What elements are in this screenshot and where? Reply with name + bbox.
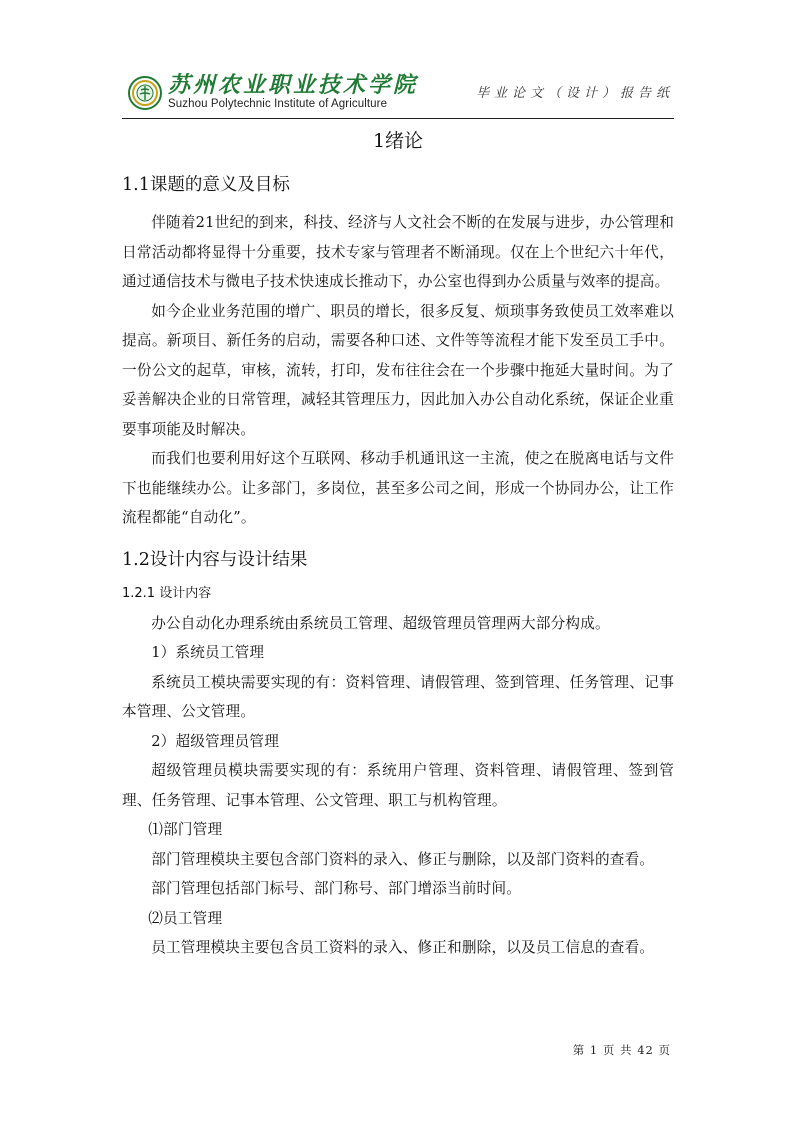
section-title: 课题的意义及目标 xyxy=(149,175,290,195)
paragraph: 伴随着21世纪的到来，科技、经济与人文社会不断的在发展与进步，办公管理和日常活动都将显得十分重要，技术专家与管理者不断涌现。仅在上个世纪六十年代，通过通信技术与微电子技术快速成长推动下，办公室也得到办公质量与效率的提高。 xyxy=(122,214,674,290)
section-heading xyxy=(122,172,674,198)
chapter-title: 1绪论 xyxy=(372,130,424,152)
list-heading: 2）超级管理员管理 xyxy=(151,732,280,750)
paragraph: 办公自动化办理系统由系统员工管理、超级管理员管理两大部分构成。 xyxy=(151,614,610,632)
list-heading: 1）系统员工管理 xyxy=(151,644,265,661)
section-heading xyxy=(122,547,674,573)
section-number: 1.2 xyxy=(122,549,150,570)
paragraph: 如今企业业务范围的增广、职员的增长，很多反复、烦琐事务致使员工效率难以提高。新项目、新任务的启动，需要各种口述、文件等等流程才能下发至员工手中。一份公文的起草，审核，流转，打印，发布往往会在一个步骤中拖延大量时间。为了妥善解决企业的日常管理，减轻其管理压力，因此加入办公自动化系统，保证企业重要事项能及时解决。 xyxy=(122,302,674,438)
paragraph: 部门管理模块主要包含部门资料的录入、修正与删除，以及部门资料的查看。 xyxy=(151,850,655,868)
paragraph: 部门管理包括部门标号、部门称号、部门增添当前时间。 xyxy=(151,880,522,897)
paragraph: 超级管理员模块需要实现的有：系统用户管理、资料管理、请假管理、签到管理、任务管理、记事本管理、公文管理、职工与机构管理。 xyxy=(122,762,674,809)
section-number: 1.1 xyxy=(122,175,150,195)
paragraph: 员工管理模块主要包含员工资料的录入、修正和删除，以及员工信息的查看。 xyxy=(151,939,655,956)
doc-type-label: 毕业论文（设计）报告纸 xyxy=(475,86,674,101)
page-number: 第 1 页 共 42 页 xyxy=(572,1043,671,1057)
list-heading: ⑴部门管理 xyxy=(148,821,223,838)
paragraph: 系统员工模块需要实现的有：资料管理、请假管理、签到管理、任务管理、记事本管理、公文管理。 xyxy=(122,673,674,720)
list-heading: ⑵员工管理 xyxy=(148,909,223,927)
page-header xyxy=(122,70,674,119)
paragraph: 而我们也要利用好这个互联网、移动手机通讯这一主流，使之在脱离电话与文件下也能继续办公。让多部门，多岗位，甚至多公司之间，形成一个协同办公，让工作流程都能“自动化”。 xyxy=(122,450,674,526)
section-title: 设计内容与设计结果 xyxy=(149,549,308,570)
school-name-cn: 苏州农业职业技术学院 xyxy=(168,73,419,98)
school-emblem-icon xyxy=(128,76,162,110)
school-name-en: Suzhou Polytechnic Institute of Agriculture xyxy=(168,98,388,110)
page-content xyxy=(122,124,674,963)
subsection-heading: 1.2.1 设计内容 xyxy=(122,585,212,601)
